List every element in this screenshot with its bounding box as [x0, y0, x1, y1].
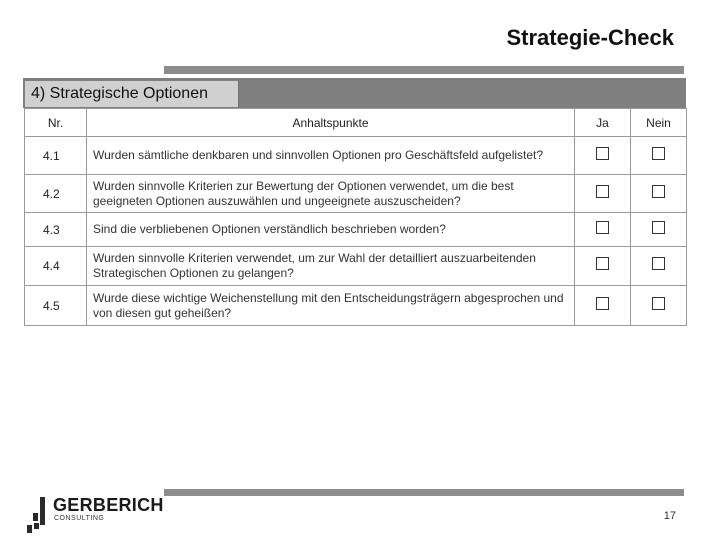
header-no: Nein [631, 109, 687, 137]
header-nr: Nr. [25, 109, 87, 137]
header-yes: Ja [575, 109, 631, 137]
row-question: Wurden sinnvolle Kriterien verwendet, um zur Wahl der detailliert auszuarbeitenden Strategischen Optionen zu gelangen? [87, 247, 575, 286]
table-header-row [25, 109, 687, 137]
table-row [25, 286, 687, 326]
yes-checkbox[interactable] [596, 221, 609, 234]
row-number: 4.5 [25, 286, 87, 326]
row-number: 4.1 [25, 137, 87, 175]
yes-checkbox[interactable] [596, 147, 609, 160]
yes-checkbox[interactable] [596, 297, 609, 310]
logo-subtitle: CONSULTING [54, 515, 105, 522]
yes-checkbox[interactable] [596, 185, 609, 198]
row-question: Wurden sinnvolle Kriterien zur Bewertung der Optionen verwendet, um die best geeigneten Optionen auszuwählen und ungeeignete auszuscheiden? [87, 175, 575, 213]
yes-checkbox[interactable] [596, 257, 609, 270]
section-title: 4) Strategische Optionen [25, 81, 239, 107]
row-question: Wurden sämtliche denkbaren und sinnvollen Optionen pro Geschäftsfeld aufgelistet? [87, 137, 575, 175]
no-checkbox[interactable] [652, 297, 665, 310]
checklist-table [24, 108, 687, 326]
logo-name: GERBERICH [53, 495, 164, 515]
row-question: Sind die verbliebenen Optionen verständlich beschrieben worden? [87, 213, 575, 247]
table-row [25, 175, 687, 213]
title-divider [164, 66, 684, 74]
slide-title: Strategie-Check [506, 25, 674, 50]
company-logo [25, 495, 175, 535]
table-row [25, 137, 687, 175]
row-number: 4.2 [25, 175, 87, 213]
no-checkbox[interactable] [652, 257, 665, 270]
header-criteria: Anhaltspunkte [87, 109, 575, 137]
table-row [25, 247, 687, 286]
row-number: 4.3 [25, 213, 87, 247]
footer-divider [164, 489, 684, 496]
no-checkbox[interactable] [652, 147, 665, 160]
page-number: 17 [663, 510, 676, 522]
no-checkbox[interactable] [652, 221, 665, 234]
row-number: 4.4 [25, 247, 87, 286]
no-checkbox[interactable] [652, 185, 665, 198]
logo-mark-icon [25, 495, 51, 535]
table-row [25, 213, 687, 247]
row-question: Wurde diese wichtige Weichenstellung mit den Entscheidungsträgern abgesprochen und von diesen gut geheißen? [87, 286, 575, 326]
